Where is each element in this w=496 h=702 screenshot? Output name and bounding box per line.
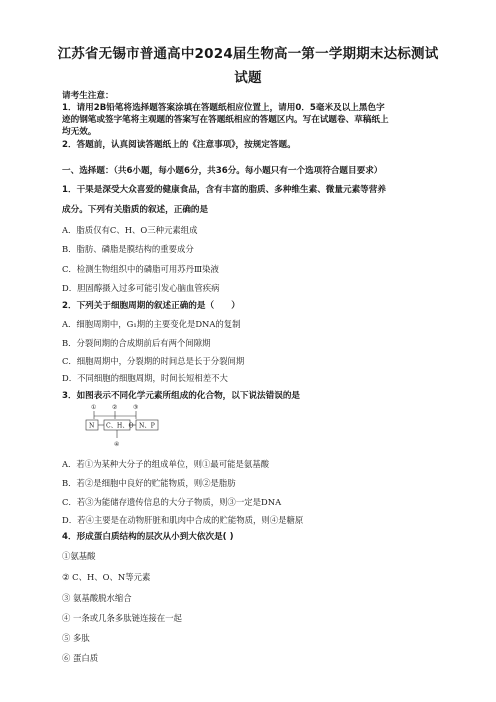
question-3-option-d: D．若④主要是在动物肝脏和肌肉中合成的贮能物质，则④是糖原 bbox=[62, 515, 304, 525]
question-3-option-c: C．若③为能储存遗传信息的大分子物质，则③一定是DNA bbox=[62, 497, 282, 507]
diagram-label-2: ② bbox=[112, 404, 118, 411]
question-1-option-d: D．胆固醇摄入过多可能引发心脑血管疾病 bbox=[62, 283, 220, 293]
question-4-item-5: ⑤ 多肽 bbox=[62, 633, 90, 643]
question-1-line2: 成分。下列有关脂质的叙述，正确的是 bbox=[62, 205, 209, 215]
question-1-option-a: A．脂质仅有C、H、O三种元素组成 bbox=[62, 225, 198, 235]
notice-1-line3: 均无效。 bbox=[62, 127, 97, 137]
document-title-line1: 江苏省无锡市普通高中2024届生物高一第一学期期末达标测试 bbox=[57, 46, 439, 62]
question-1-option-c: C．检测生物组织中的磷脂可用苏丹Ⅲ染液 bbox=[62, 264, 219, 274]
diagram-box-right-text: N、P bbox=[139, 422, 155, 430]
notice-2: 2．答题前，认真阅读答题纸上的《注意事项》，按规定答题。 bbox=[62, 140, 296, 150]
question-4-item-4: ④ 一条或几条多肽链连接在一起 bbox=[62, 613, 182, 623]
diagram-box-left-text: N bbox=[89, 422, 95, 430]
diagram-label-3: ③ bbox=[133, 404, 139, 411]
diagram-label-1: ① bbox=[91, 404, 97, 411]
question-4: 4．形成蛋白质结构的层次从小到大依次是( ) bbox=[62, 532, 234, 542]
question-4-item-2: ② C、H、O、N等元素 bbox=[62, 572, 151, 582]
question-2-option-c: C．细胞周期中，分裂期的时间总是长于分裂间期 bbox=[62, 356, 245, 366]
question-2-option-d: D．不同细胞的细胞周期，时间长短相差不大 bbox=[62, 373, 228, 383]
question-2: 2．下列关于细胞周期的叙述正确的是（ ） bbox=[62, 301, 240, 311]
compound-element-diagram bbox=[84, 402, 174, 452]
notice-1-line2: 迹的钢笔或签字笔将主观题的答案写在答题纸相应的答题区内。写在试题卷、草稿纸上 bbox=[62, 115, 389, 125]
notice-heading: 请考生注意： bbox=[62, 91, 114, 101]
question-1-line1: 1．干果是深受大众喜爱的健康食品，含有丰富的脂质、多种维生素、微量元素等营养 bbox=[62, 185, 386, 195]
diagram-label-4: ④ bbox=[114, 441, 120, 448]
document-title-line2: 试题 bbox=[234, 70, 262, 86]
question-3: 3．如图表示不同化学元素所组成的化合物，以下说法错误的是 bbox=[62, 391, 301, 401]
notice-1-line1: 1．请用2B铅笔将选择题答案涂填在答题纸相应位置上，请用0．5毫米及以上黑色字 bbox=[62, 103, 385, 113]
question-2-option-b: B．分裂间期的合成期前后有两个间隙期 bbox=[62, 338, 211, 348]
question-3-option-a: A．若①为某种大分子的组成单位，则①最可能是氨基酸 bbox=[62, 459, 270, 469]
question-4-item-1: ①氨基酸 bbox=[62, 551, 96, 561]
question-4-item-6: ⑥ 蛋白质 bbox=[62, 653, 99, 663]
section-heading-choice: 一、选择题：（共6小题，每小题6分，共36分。每小题只有一个选项符合题目要求） bbox=[62, 166, 383, 176]
question-3-option-b: B．若②是细胞中良好的贮能物质，则②是脂肪 bbox=[62, 478, 236, 488]
diagram-box-middle-text: C、H、O bbox=[106, 422, 134, 430]
question-4-item-3: ③ 氨基酸脱水缩合 bbox=[62, 593, 132, 603]
question-1-option-b: B．脂肪、磷脂是膜结构的重要成分 bbox=[62, 244, 194, 254]
question-2-option-a: A．细胞周期中，G₁期的主要变化是DNA的复制 bbox=[62, 319, 241, 329]
